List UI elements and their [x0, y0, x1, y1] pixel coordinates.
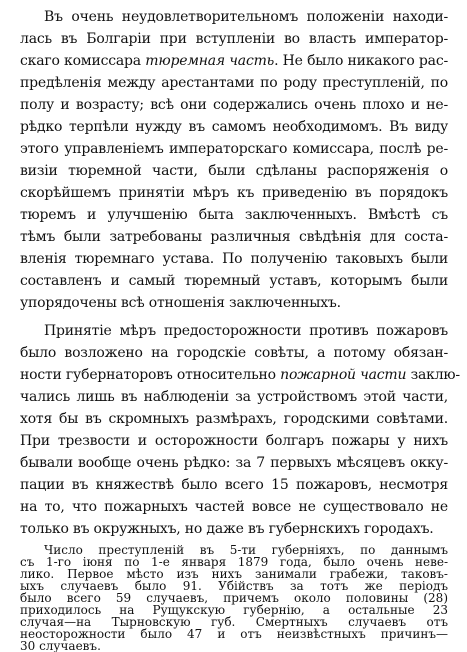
text-line: на то, что пожарныхъ частей вовсе не существовало не	[20, 499, 448, 515]
text-line: скорѣйшемъ принятіи мѣръ къ приведенію въ порядокъ	[20, 185, 448, 201]
text-line: ыхъ случаевъ было 91. Убійствъ за тотъ же періодъ	[20, 579, 448, 593]
text-line: неосторожности было 47 и отъ неизвѣстныхъ причинъ—	[20, 627, 448, 641]
italic-phrase: пожарной части	[280, 367, 407, 383]
text-line: визіи тюремной части, были сдѣланы распоряженія о	[20, 163, 448, 179]
text-line: составленъ и самый тюремный уставъ, которымъ были	[20, 273, 448, 289]
text-line: съ 1-го іюня по 1-е января 1879 года, было очень неве-	[20, 555, 448, 569]
paragraph-crime-statistics	[0, 544, 467, 652]
text-line: полу и возрасту; всѣ они содержались очень плохо и не-	[20, 97, 448, 113]
italic-phrase: тюремная часть	[145, 53, 275, 69]
text-line: приходилось на Рущукскую губернію, а остальные 23	[20, 603, 448, 617]
text-line: пации въ княжествѣ было всего 15 пожаровъ, несмотря	[20, 477, 448, 493]
text-line: 30 случаевъ.	[20, 639, 101, 652]
text-line: тѣмъ были затребованы различныя свѣдѣнія для соста-	[20, 229, 448, 245]
text-line: Число преступленій въ 5-ти губерніяхъ, по даннымъ	[44, 544, 448, 557]
text-line: бывали вообще очень рѣдко: за 7 первыхъ мѣсяцевъ окку-	[20, 455, 448, 471]
text-line: упорядочены всѣ отношенія заключенныхъ.	[20, 295, 341, 311]
text-line: тюремъ и улучшенію быта заключенныхъ. Вмѣстѣ съ	[20, 207, 448, 223]
text-line: чались лишь въ наблюденіи за устройствомъ этой части,	[20, 389, 448, 405]
text-line: лико. Первое мѣсто изъ нихъ занимали грабежи, таковъ-	[20, 567, 448, 581]
text-line: было возложено на городскіе совѣты, а потому обязан-	[20, 345, 448, 361]
text-line: этого управленіемъ императорскаго комиссара, послѣ ре-	[20, 141, 448, 157]
text-line: вленія тюремнаго устава. По полученію таковыхъ были	[20, 251, 448, 267]
text-line: случая—на Тырновскую губ. Смертныхъ случаевъ отъ	[20, 615, 448, 629]
text-line: рѣдко терпѣли нужду въ самомъ необходимомъ. Въ виду	[20, 119, 448, 135]
text-line: только въ окружныхъ, но даже въ губернскихъ городахъ.	[20, 521, 434, 537]
text-line: скаго комиссара тюремная часть. Не было никакого рас-	[20, 53, 448, 69]
text-line: хотя бы въ скромныхъ размѣрахъ, городскими совѣтами.	[20, 411, 448, 427]
text-line: ности губернаторовъ относительно пожарной части заклю-	[20, 367, 460, 383]
text-line: Въ очень неудовлетворительномъ положеніи находи-	[44, 9, 448, 25]
text-line: было всего 59 случаевъ, причемъ около половины (28)	[20, 591, 448, 605]
text-line: При трезвости и осторожности болгаръ пожары у нихъ	[20, 433, 448, 449]
text-line: лась въ Болгаріи при вступленіи во власть император-	[20, 31, 448, 47]
text-line: Принятіе мѣръ предосторожности противъ пожаровъ	[44, 323, 448, 339]
text-line: предѣленія между арестантами по роду преступленій, по	[20, 75, 448, 91]
